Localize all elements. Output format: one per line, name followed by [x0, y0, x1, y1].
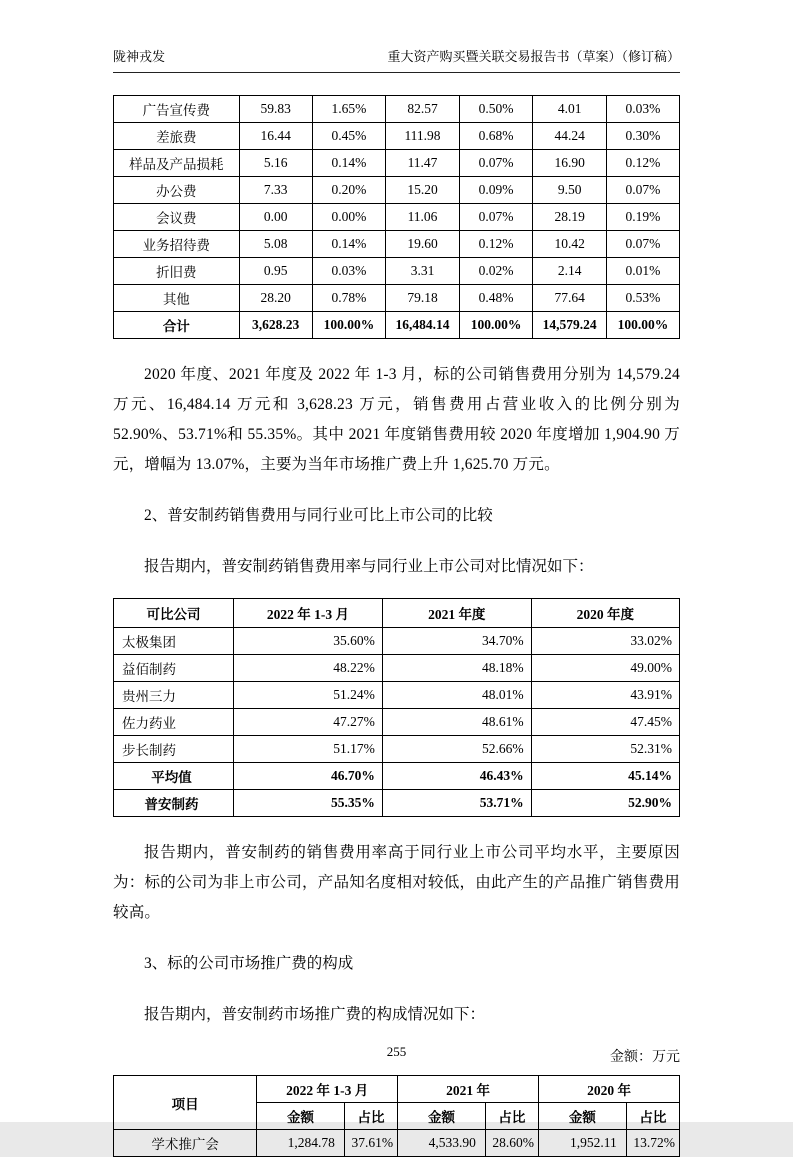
- cell: 差旅费: [114, 123, 240, 150]
- cell: 平均值: [114, 763, 234, 790]
- cell: 0.48%: [459, 285, 533, 312]
- cell: 53.71%: [382, 790, 531, 817]
- cell: 79.18: [386, 285, 460, 312]
- cell: 办公费: [114, 177, 240, 204]
- cell: 0.07%: [459, 204, 533, 231]
- cell: 0.68%: [459, 123, 533, 150]
- cell: 0.78%: [312, 285, 386, 312]
- cell: 1,952.11: [539, 1130, 627, 1157]
- column-subheader: 金额: [398, 1103, 486, 1130]
- cell: 3.31: [386, 258, 460, 285]
- cell: 0.50%: [459, 96, 533, 123]
- cell: 37.61%: [344, 1130, 397, 1157]
- cell: 折旧费: [114, 258, 240, 285]
- column-header: 2020 年: [539, 1076, 680, 1103]
- cell: 28.20: [239, 285, 312, 312]
- cell: 业务招待费: [114, 231, 240, 258]
- cell: 28.19: [533, 204, 607, 231]
- cell: 52.90%: [531, 790, 679, 817]
- promo-composition-table: [113, 1075, 680, 1157]
- cell: 广告宣传费: [114, 96, 240, 123]
- cell: 16.44: [239, 123, 312, 150]
- table-row: [114, 150, 680, 177]
- cell: 0.02%: [459, 258, 533, 285]
- cell: 0.20%: [312, 177, 386, 204]
- cell: 0.03%: [312, 258, 386, 285]
- cell: 100.00%: [312, 312, 386, 339]
- paragraph-sales-expense-summary: 2020 年度、2021 年度及 2022 年 1-3 月，标的公司销售费用分别为 14,579.24 万元、16,484.14 万元和 3,628.23 万元，销售费用占营业收入的比例分别为 52.90%、53.71%和 55.35%。其中 2021 年度销售费用较 2020 年度增加 1,904.90 万元，增幅为 13.07%，主要为当年市场推广费上升 1,625.70 万元。: [113, 366, 680, 473]
- column-header: 可比公司: [114, 599, 234, 628]
- heading-promo-composition: 3、标的公司市场推广费的构成: [144, 955, 354, 972]
- cell: 16,484.14: [386, 312, 460, 339]
- cell: 2.14: [533, 258, 607, 285]
- cell: 47.45%: [531, 709, 679, 736]
- cell: 0.30%: [606, 123, 679, 150]
- table-row: [114, 258, 680, 285]
- cell: 0.07%: [606, 177, 679, 204]
- table-row: [114, 709, 680, 736]
- cell: 3,628.23: [239, 312, 312, 339]
- cell: 0.14%: [312, 150, 386, 177]
- table-row: [114, 628, 680, 655]
- cell: 48.18%: [382, 655, 531, 682]
- cell: 4,533.90: [398, 1130, 486, 1157]
- cell: 43.91%: [531, 682, 679, 709]
- cell: 51.24%: [233, 682, 382, 709]
- cell: 9.50: [533, 177, 607, 204]
- cell: 19.60: [386, 231, 460, 258]
- cell: 0.12%: [606, 150, 679, 177]
- cell: 11.06: [386, 204, 460, 231]
- cell: 其他: [114, 285, 240, 312]
- cell: 59.83: [239, 96, 312, 123]
- expense-breakdown-table: [113, 95, 680, 339]
- paragraph-peer-intro: 报告期内，普安制药销售费用率与同行业上市公司对比情况如下：: [144, 558, 594, 575]
- column-subheader: 占比: [344, 1103, 397, 1130]
- column-header: 2021 年: [398, 1076, 539, 1103]
- cell: 46.43%: [382, 763, 531, 790]
- cell: 46.70%: [233, 763, 382, 790]
- cell: 4.01: [533, 96, 607, 123]
- cell: 48.61%: [382, 709, 531, 736]
- cell: 52.66%: [382, 736, 531, 763]
- cell: 0.03%: [606, 96, 679, 123]
- cell: 样品及产品损耗: [114, 150, 240, 177]
- cell: 44.24: [533, 123, 607, 150]
- table-row: [114, 655, 680, 682]
- cell: 0.95: [239, 258, 312, 285]
- cell: 太极集团: [114, 628, 234, 655]
- cell: 佐力药业: [114, 709, 234, 736]
- cell: 111.98: [386, 123, 460, 150]
- cell: 100.00%: [459, 312, 533, 339]
- paragraph-peer-analysis: 报告期内，普安制药的销售费用率高于同行业上市公司平均水平，主要原因为：标的公司为非上市公司，产品知名度相对较低，由此产生的产品推广销售费用较高。: [113, 844, 680, 921]
- cell: 35.60%: [233, 628, 382, 655]
- cell: 14,579.24: [533, 312, 607, 339]
- table-row: [114, 285, 680, 312]
- page-number: 255: [386, 1044, 407, 1059]
- table-row: [114, 123, 680, 150]
- peer-comparison-table: [113, 598, 680, 817]
- cell: 0.07%: [459, 150, 533, 177]
- cell: 1.65%: [312, 96, 386, 123]
- table-row: [114, 1130, 680, 1157]
- cell: 28.60%: [485, 1130, 538, 1157]
- paragraph-promo-intro: 报告期内，普安制药市场推广费的构成情况如下：: [144, 1006, 486, 1023]
- table-row: [114, 231, 680, 258]
- cell: 55.35%: [233, 790, 382, 817]
- column-header: 2020 年度: [531, 599, 679, 628]
- cell: 49.00%: [531, 655, 679, 682]
- cell: 步长制药: [114, 736, 234, 763]
- cell: 82.57: [386, 96, 460, 123]
- table-row: [114, 682, 680, 709]
- cell: 5.08: [239, 231, 312, 258]
- unit-note: 金额：万元: [610, 1050, 680, 1065]
- cell: 0.45%: [312, 123, 386, 150]
- column-subheader: 占比: [485, 1103, 538, 1130]
- cell: 13.72%: [626, 1130, 679, 1157]
- cell: 0.12%: [459, 231, 533, 258]
- cell: 48.22%: [233, 655, 382, 682]
- cell: 5.16: [239, 150, 312, 177]
- cell: 0.09%: [459, 177, 533, 204]
- heading-peer-comparison: 2、普安制药销售费用与同行业可比上市公司的比较: [144, 507, 493, 524]
- table-average-row: [114, 763, 680, 790]
- table-total-row: [114, 312, 680, 339]
- column-subheader: 金额: [257, 1103, 345, 1130]
- cell: 10.42: [533, 231, 607, 258]
- header-left-title: 陇神戎发: [113, 49, 166, 64]
- cell: 1,284.78: [257, 1130, 345, 1157]
- cell: 77.64: [533, 285, 607, 312]
- cell: 33.02%: [531, 628, 679, 655]
- table-row: [114, 96, 680, 123]
- cell: 0.14%: [312, 231, 386, 258]
- column-header: 2022 年 1-3 月: [233, 599, 382, 628]
- column-header: 项目: [114, 1076, 257, 1130]
- column-subheader: 金额: [539, 1103, 627, 1130]
- cell: 0.07%: [606, 231, 679, 258]
- cell: 学术推广会: [114, 1130, 257, 1157]
- page-header: [113, 46, 680, 73]
- table-header-row: [114, 1076, 680, 1103]
- cell: 52.31%: [531, 736, 679, 763]
- cell: 普安制药: [114, 790, 234, 817]
- cell: 0.19%: [606, 204, 679, 231]
- column-header: 2022 年 1-3 月: [257, 1076, 398, 1103]
- cell: 7.33: [239, 177, 312, 204]
- column-subheader: 占比: [626, 1103, 679, 1130]
- column-header: 2021 年度: [382, 599, 531, 628]
- cell: 11.47: [386, 150, 460, 177]
- cell: 15.20: [386, 177, 460, 204]
- table-row: [114, 177, 680, 204]
- cell: 48.01%: [382, 682, 531, 709]
- table-header-row: [114, 599, 680, 628]
- cell: 0.01%: [606, 258, 679, 285]
- table-row: [114, 204, 680, 231]
- cell: 16.90: [533, 150, 607, 177]
- table-subject-row: [114, 790, 680, 817]
- cell: 合计: [114, 312, 240, 339]
- cell: 0.53%: [606, 285, 679, 312]
- cell: 47.27%: [233, 709, 382, 736]
- cell: 会议费: [114, 204, 240, 231]
- cell: 51.17%: [233, 736, 382, 763]
- cell: 0.00%: [312, 204, 386, 231]
- cell: 100.00%: [606, 312, 679, 339]
- cell: 0.00: [239, 204, 312, 231]
- table-row: [114, 736, 680, 763]
- cell: 45.14%: [531, 763, 679, 790]
- header-right-title: 重大资产购买暨关联交易报告书（草案）（修订稿）: [387, 49, 680, 64]
- cell: 34.70%: [382, 628, 531, 655]
- cell: 贵州三力: [114, 682, 234, 709]
- cell: 益佰制药: [114, 655, 234, 682]
